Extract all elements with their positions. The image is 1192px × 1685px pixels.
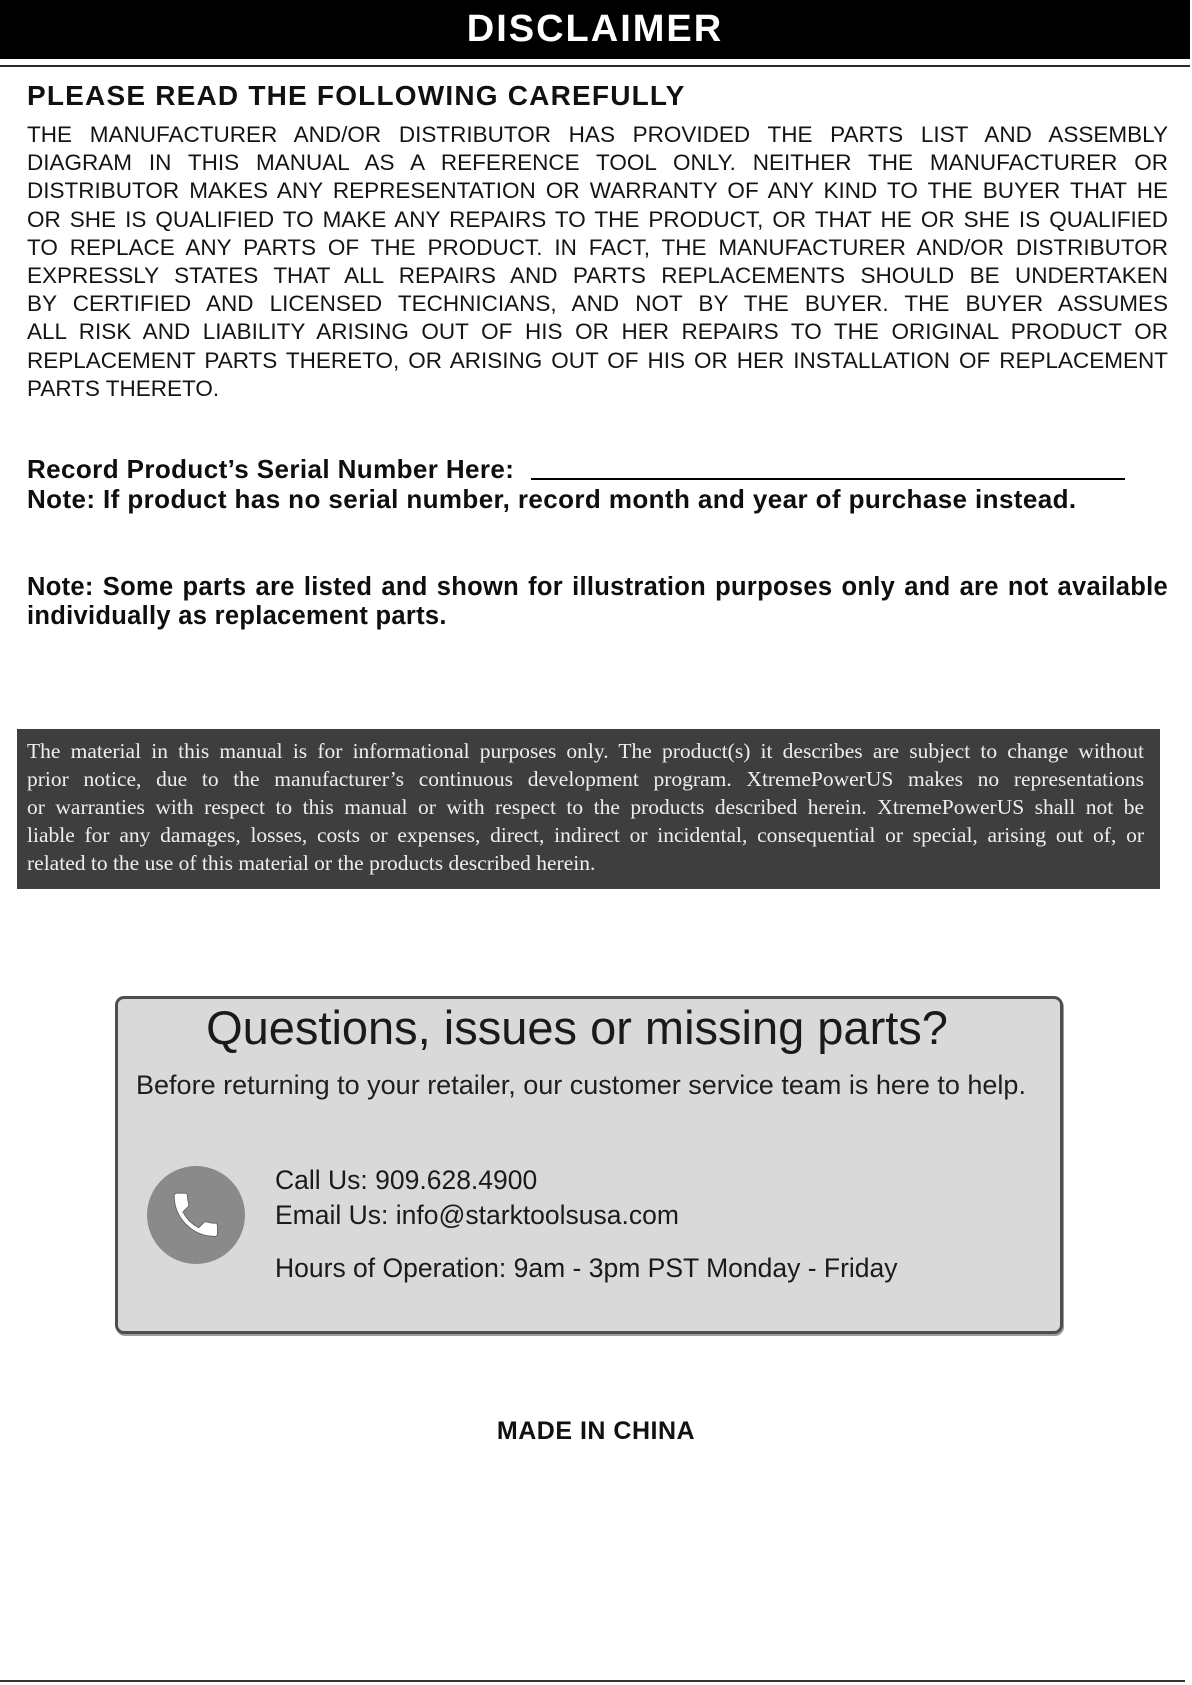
parts-note bbox=[27, 573, 1168, 631]
legal-notice-line: prior notice, due to the manufacturer’s continuous development program. XtremePowerUS makes no representations bbox=[27, 767, 1144, 791]
paragraph-line: EXPRESSLY STATES THAT ALL REPAIRS AND PARTS REPLACEMENTS SHOULD BE UNDERTAKEN bbox=[27, 263, 1168, 289]
contact-hours bbox=[275, 1252, 898, 1284]
paragraph-line: DIAGRAM IN THIS MANUAL AS A REFERENCE TOOL ONLY. NEITHER THE MANUFACTURER OR bbox=[27, 150, 1168, 176]
legal-notice-line: The material in this manual is for informational purposes only. The product(s) it describes are subject to change without bbox=[27, 739, 1144, 763]
contact-hours-value: 9am - 3pm PST Monday - Friday bbox=[513, 1253, 898, 1283]
paragraph-line: BY CERTIFIED AND LICENSED TECHNICIANS, AND NOT BY THE BUYER. THE BUYER ASSUMES bbox=[27, 291, 1168, 317]
country-of-origin: MADE IN CHINA bbox=[496, 1417, 696, 1445]
contact-hours-label: Hours of Operation: bbox=[275, 1253, 507, 1283]
support-title: Questions, issues or missing parts? bbox=[206, 1001, 948, 1054]
contact-email bbox=[275, 1199, 679, 1231]
header-divider bbox=[0, 65, 1190, 67]
legal-notice-line: or warranties with respect to this manual or with respect to the products described herein. XtremePowerUS shall not be bbox=[27, 795, 1144, 819]
legal-notice-line: liable for any damages, losses, costs or expenses, direct, indirect or incidental, consequential or special, arising out of, or bbox=[27, 823, 1144, 847]
contact-email-address: info@starktoolsusa.com bbox=[395, 1200, 679, 1230]
paragraph-line: PARTS THERETO. bbox=[27, 375, 220, 401]
contact-phone-number: 909.628.4900 bbox=[375, 1165, 538, 1195]
footer-divider bbox=[0, 1680, 1185, 1682]
paragraph-line: ALL RISK AND LIABILITY ARISING OUT OF HIS OR HER REPAIRS TO THE ORIGINAL PRODUCT OR bbox=[27, 319, 1168, 345]
contact-email-label: Email Us: bbox=[275, 1200, 389, 1230]
page-title: DISCLAIMER bbox=[466, 8, 724, 50]
disclaimer-paragraph bbox=[27, 121, 1168, 403]
customer-support-box bbox=[115, 996, 1063, 1334]
legal-notice-line: related to the use of this material or the products described herein. bbox=[27, 851, 596, 875]
paragraph-line: OR SHE IS QUALIFIED TO MAKE ANY REPAIRS TO THE PRODUCT, OR THAT HE OR SHE IS QUALIFIED bbox=[27, 206, 1168, 232]
serial-number-note: Note: If product has no serial number, record month and year of purchase instead. bbox=[27, 484, 1077, 514]
legal-notice-box bbox=[17, 729, 1160, 889]
header-bar bbox=[0, 0, 1190, 59]
serial-number-blank-line bbox=[531, 478, 1125, 480]
paragraph-line: REPLACEMENT PARTS THERETO, OR ARISING OUT OF HIS OR HER INSTALLATION OF REPLACEMENT bbox=[27, 347, 1168, 373]
paragraph-line: TO REPLACE ANY PARTS OF THE PRODUCT. IN FACT, THE MANUFACTURER AND/OR DISTRIBUTOR bbox=[27, 234, 1168, 260]
serial-number-label: Record Product’s Serial Number Here: bbox=[27, 454, 515, 484]
section-heading: PLEASE READ THE FOLLOWING CAREFULLY bbox=[27, 80, 686, 111]
parts-note-line: Note: Some parts are listed and shown for illustration purposes only and are not available bbox=[27, 573, 1168, 601]
paragraph-line: DISTRIBUTOR MAKES ANY REPRESENTATION OR WARRANTY OF ANY KIND TO THE BUYER THAT HE bbox=[27, 178, 1168, 204]
paragraph-line: THE MANUFACTURER AND/OR DISTRIBUTOR HAS PROVIDED THE PARTS LIST AND ASSEMBLY bbox=[27, 122, 1168, 147]
parts-note-line: individually as replacement parts. bbox=[27, 602, 447, 630]
phone-icon bbox=[146, 1165, 246, 1265]
contact-phone bbox=[275, 1164, 537, 1196]
support-subtitle: Before returning to your retailer, our customer service team is here to help. bbox=[136, 1070, 1026, 1100]
contact-phone-label: Call Us: bbox=[275, 1165, 368, 1195]
